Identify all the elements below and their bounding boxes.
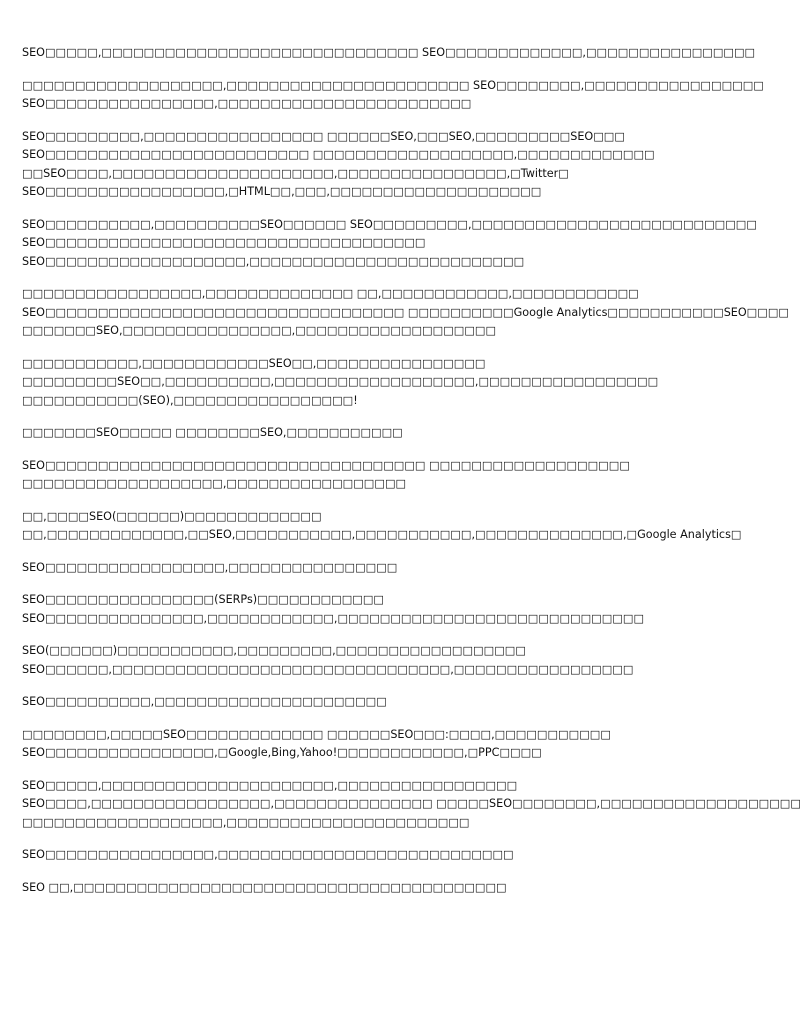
paragraph <box>22 355 702 411</box>
text-line: SEO□□□□□□□□□□□□□□□□□□□,□□□□□□□□□□□□□□□□□□□□□□□□□□ <box>22 254 525 268</box>
text-line: SEO□□□□□□,□□□□□□□□□□□□□□□□□□□□□□□□□□□□□□□□,□□□□□□□□□□□□□□□□□ <box>22 662 634 676</box>
text-line: SEO□□□□□□□□□,□□□□□□□□□□□□□□□□□ □□□□□□SEO,□□□SEO,□□□□□□□□□SEO□□□ <box>22 129 625 143</box>
text-line: □□□□□□□□,□□□□□SEO□□□□□□□□□□□□□ □□□□□□SEO□□□:□□□□,□□□□□□□□□□□ <box>22 727 611 741</box>
paragraph <box>22 591 702 628</box>
text-line: SEO□□□□□□□□□□□□□□□□,□□□□□□□□□□□□□□□□□□□□□□□□ <box>22 97 472 110</box>
text-line: SEO □□,□□□□□□□□□□□□□□□□□□□□□□□□□□□□□□□□□□□□□□□□□ <box>22 880 507 894</box>
text-line: □□□□□□□SEO,□□□□□□□□□□□□□□□□,□□□□□□□□□□□□□□□□□□□ <box>22 324 497 337</box>
text-line: SEO□□□□□□□□□□□□□□□□□□□□□□□□□□□□□□□□□□□□ <box>22 236 426 249</box>
text-line: □□,□□□□□□□□□□□□□,□□SEO,□□□□□□□□□□□,□□□□□□□□□□□,□□□□□□□□□□□□□□,□Google Analytics□ <box>22 528 742 541</box>
text-line: SEO□□□□,□□□□□□□□□□□□□□□□□,□□□□□□□□□□□□□□□ □□□□□SEO□□□□□□□□,□□□□□□□□□□□□□□□□□□□ <box>22 797 801 810</box>
paragraph <box>22 128 702 202</box>
document-body <box>22 44 801 911</box>
text-line: □□,□□□□SEO(□□□□□□)□□□□□□□□□□□□□ <box>22 509 322 523</box>
text-line: □□□□□□□□□□□,□□□□□□□□□□□□SEO□□,□□□□□□□□□□□□□□□□ <box>22 356 486 370</box>
text-line: SEO□□□□□□□□□□□□□□□□(SERPs)□□□□□□□□□□□□ <box>22 593 384 606</box>
text-line: □□□□□□□SEO□□□□□ □□□□□□□□SEO,□□□□□□□□□□□ <box>22 426 403 439</box>
text-line: □□□□□□□□□□□□□□□□□□□,□□□□□□□□□□□□□□□□□□□□□□□ SEO□□□□□□□□,□□□□□□□□□□□□□□□□□ <box>22 78 764 92</box>
text-line: SEO□□□□□,□□□□□□□□□□□□□□□□□□□□□□,□□□□□□□□□□□□□□□□□ <box>22 778 518 792</box>
text-line: SEO□□□□□□□□□□□□□□□□,□Google,Bing,Yahoo!□□□□□□□□□□□□,□PPC□□□□ <box>22 746 542 759</box>
text-line: SEO□□□□□□□□□□□□□□□□,□□□□□□□□□□□□□□□□□□□□□□□□□□□□ <box>22 848 514 861</box>
paragraph <box>22 457 702 494</box>
text-line: SEO□□□□□□□□□□□□□□□□□,□HTML□□,□□□,□□□□□□□□□□□□□□□□□□□□ <box>22 185 542 198</box>
text-line: SEO□□□□□□□□□□□□□□□□□□□□□□□□□□□□□□□□□□□□ □□□□□□□□□□□□□□□□□□□ <box>22 458 630 472</box>
text-line: □□□□□□□□□□□□□□□□□□□,□□□□□□□□□□□□□□□□□ <box>22 477 407 490</box>
paragraph <box>22 777 801 833</box>
text-line: SEO(□□□□□□)□□□□□□□□□□□,□□□□□□□□□,□□□□□□□□□□□□□□□□□□ <box>22 644 526 657</box>
text-line: □□□□□□□□□□□□□□□□□,□□□□□□□□□□□□□□ □□,□□□□□□□□□□□□,□□□□□□□□□□□□ <box>22 287 639 300</box>
text-line: SEO□□□□□□□□□□□□□□□,□□□□□□□□□□□□,□□□□□□□□□□□□□□□□□□□□□□□□□□□□□ <box>22 611 645 625</box>
paragraph <box>22 77 764 114</box>
paragraph <box>22 559 702 578</box>
paragraph <box>22 726 702 763</box>
text-line: SEO□□□□□□□□□□,□□□□□□□□□□□□□□□□□□□□□□ <box>22 695 387 708</box>
text-line: SEO□□□□□□□□□□□□□□□□□,□□□□□□□□□□□□□□□□ <box>22 560 398 574</box>
text-line: □□□□□□□□□SEO□□,□□□□□□□□□□,□□□□□□□□□□□□□□□□□□□,□□□□□□□□□□□□□□□□□ <box>22 375 659 388</box>
text-line: SEO□□□□□□□□□□□□□□□□□□□□□□□□□□□□□□□□□□ □□□□□□□□□□Google Analytics□□□□□□□□□□□SEO□□□□ <box>22 305 789 319</box>
paragraph <box>22 846 702 865</box>
text-line: □□□□□□□□□□□(SEO),□□□□□□□□□□□□□□□□□! <box>22 393 358 407</box>
text-line: SEO□□□□□,□□□□□□□□□□□□□□□□□□□□□□□□□□□□□□ SEO□□□□□□□□□□□□□,□□□□□□□□□□□□□□□□ <box>22 46 756 59</box>
paragraph <box>22 693 702 712</box>
paragraph <box>22 424 702 443</box>
text-line: □□□□□□□□□□□□□□□□□□□,□□□□□□□□□□□□□□□□□□□□□□□ <box>22 815 470 829</box>
paragraph <box>22 642 702 679</box>
paragraph <box>22 508 742 545</box>
paragraph <box>22 285 789 341</box>
text-line: SEO□□□□□□□□□□□□□□□□□□□□□□□□□ □□□□□□□□□□□□□□□□□□□,□□□□□□□□□□□□□ <box>22 148 655 161</box>
text-line: □□SEO□□□□,□□□□□□□□□□□□□□□□□□□□□,□□□□□□□□□□□□□□□□,□Twitter□ <box>22 166 569 180</box>
paragraph <box>22 44 756 63</box>
paragraph <box>22 216 757 272</box>
text-line: SEO□□□□□□□□□□,□□□□□□□□□□SEO□□□□□□ SEO□□□□□□□□□,□□□□□□□□□□□□□□□□□□□□□□□□□□□ <box>22 217 757 231</box>
paragraph <box>22 879 702 898</box>
